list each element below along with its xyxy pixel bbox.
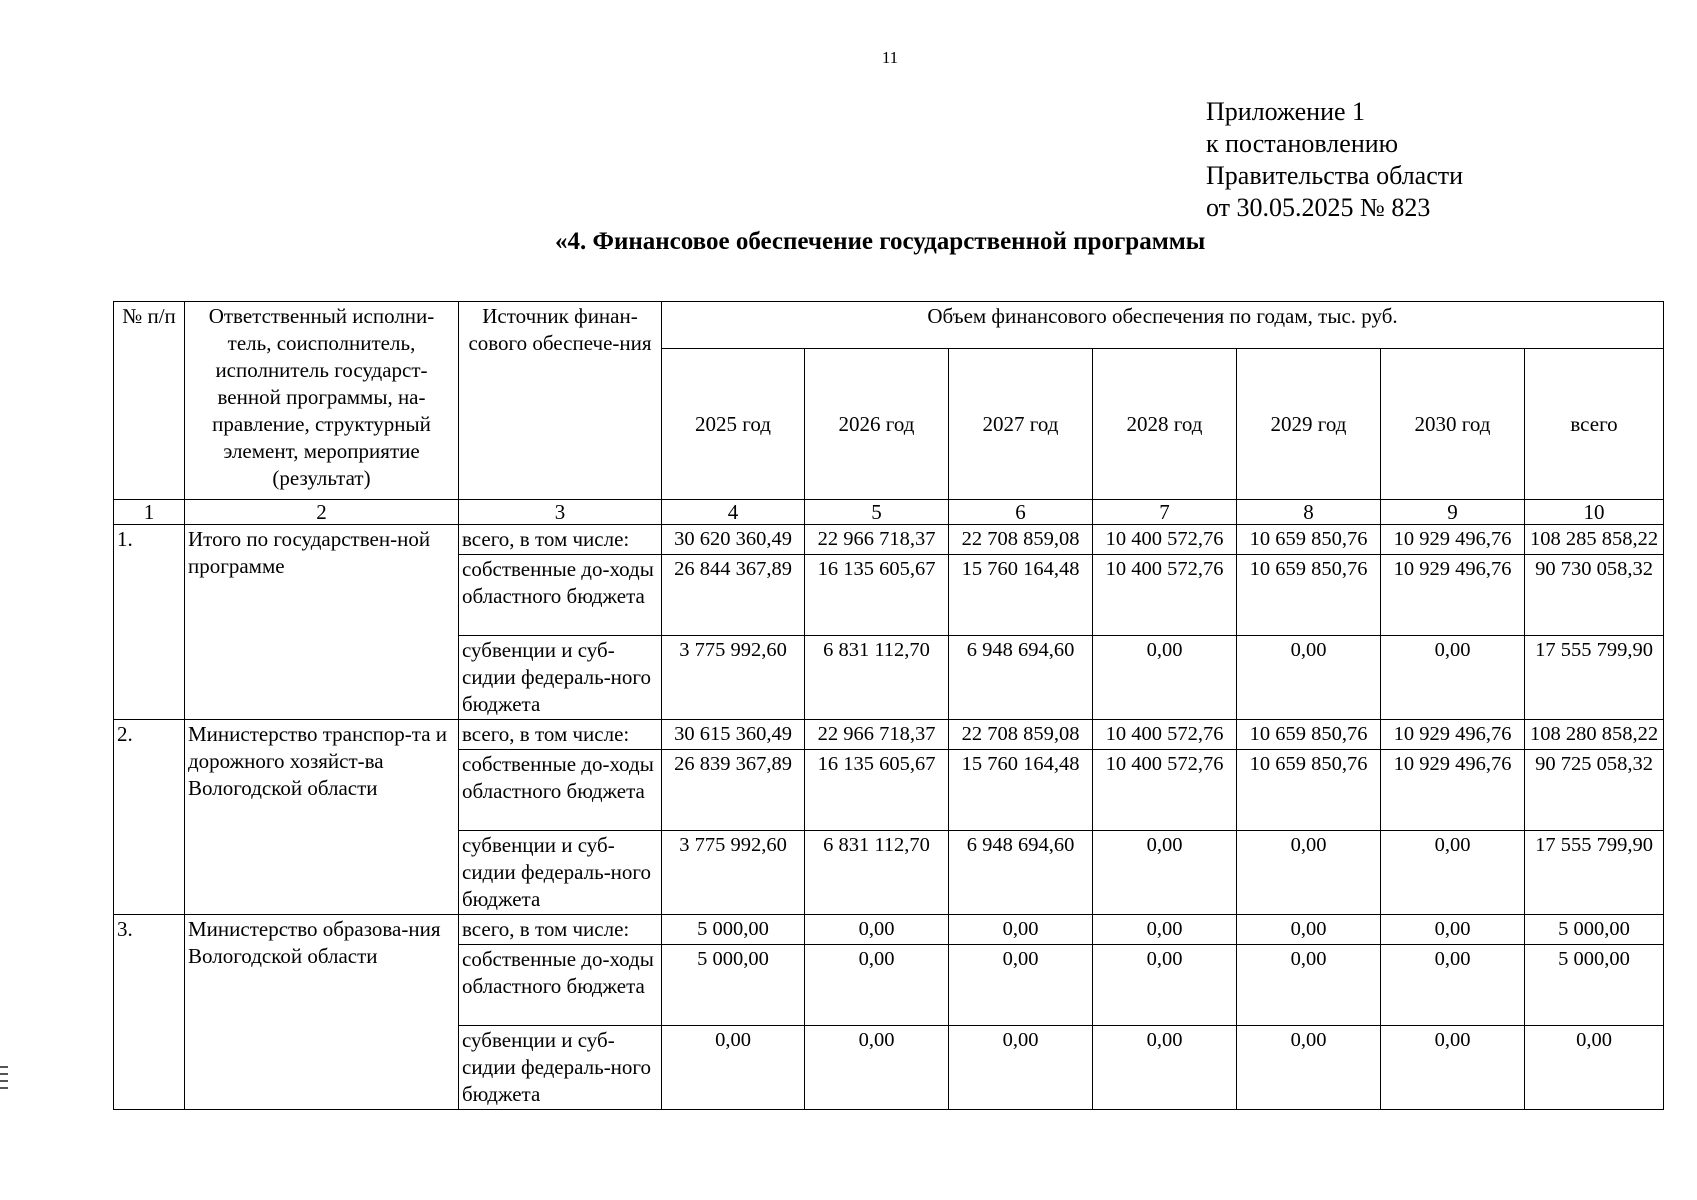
value-cell: 26 839 367,89 bbox=[662, 750, 805, 831]
value-cell: 90 730 058,32 bbox=[1525, 555, 1664, 636]
source-cell: собственные до-ходы областного бюджета bbox=[459, 945, 662, 1026]
header-year-0: 2025 год bbox=[662, 349, 805, 500]
column-number: 10 bbox=[1525, 500, 1664, 525]
source-cell: всего, в том числе: bbox=[459, 525, 662, 555]
row-number: 2. bbox=[114, 720, 185, 915]
value-cell: 16 135 605,67 bbox=[805, 750, 949, 831]
source-cell: собственные до-ходы областного бюджета bbox=[459, 555, 662, 636]
header-year-4: 2029 год bbox=[1237, 349, 1381, 500]
table-row bbox=[114, 720, 1664, 750]
value-cell: 0,00 bbox=[1237, 915, 1381, 945]
table-row bbox=[114, 915, 1664, 945]
document-title: «4. Финансовое обеспечение государственной программы bbox=[555, 228, 1206, 255]
executor-cell: Министерство транспор-та и дорожного хозяйст-ва Вологодской области bbox=[185, 720, 459, 915]
source-cell: всего, в том числе: bbox=[459, 720, 662, 750]
value-cell: 30 615 360,49 bbox=[662, 720, 805, 750]
value-cell: 0,00 bbox=[1381, 1026, 1525, 1110]
value-cell: 10 929 496,76 bbox=[1381, 555, 1525, 636]
value-cell: 10 929 496,76 bbox=[1381, 750, 1525, 831]
margin-mark bbox=[0, 1066, 8, 1094]
value-cell: 0,00 bbox=[949, 945, 1093, 1026]
value-cell: 0,00 bbox=[805, 945, 949, 1026]
value-cell: 3 775 992,60 bbox=[662, 831, 805, 915]
column-number: 6 bbox=[949, 500, 1093, 525]
value-cell: 5 000,00 bbox=[1525, 945, 1664, 1026]
header-col-source: Источник финан-сового обеспече-ния bbox=[459, 302, 662, 500]
value-cell: 0,00 bbox=[805, 915, 949, 945]
value-cell: 10 929 496,76 bbox=[1381, 720, 1525, 750]
value-cell: 0,00 bbox=[949, 1026, 1093, 1110]
value-cell: 0,00 bbox=[1381, 636, 1525, 720]
value-cell: 3 775 992,60 bbox=[662, 636, 805, 720]
appendix-line-2: к постановлению bbox=[1206, 129, 1399, 158]
appendix-line-4: от 30.05.2025 № 823 bbox=[1206, 193, 1431, 222]
value-cell: 10 400 572,76 bbox=[1093, 750, 1237, 831]
value-cell: 0,00 bbox=[1381, 945, 1525, 1026]
header-year-1: 2026 год bbox=[805, 349, 949, 500]
value-cell: 10 659 850,76 bbox=[1237, 720, 1381, 750]
appendix-line-3: Правительства области bbox=[1206, 161, 1464, 190]
value-cell: 90 725 058,32 bbox=[1525, 750, 1664, 831]
value-cell: 0,00 bbox=[1093, 831, 1237, 915]
row-number: 1. bbox=[114, 525, 185, 720]
column-number: 3 bbox=[459, 500, 662, 525]
executor-cell: Министерство образова-ния Вологодской области bbox=[185, 915, 459, 1110]
value-cell: 10 400 572,76 bbox=[1093, 555, 1237, 636]
value-cell: 30 620 360,49 bbox=[662, 525, 805, 555]
value-cell: 0,00 bbox=[949, 915, 1093, 945]
value-cell: 0,00 bbox=[1093, 636, 1237, 720]
value-cell: 10 929 496,76 bbox=[1381, 525, 1525, 555]
header-col-volume: Объем финансового обеспечения по годам, тыс. руб. bbox=[662, 302, 1664, 349]
column-number: 4 bbox=[662, 500, 805, 525]
value-cell: 10 400 572,76 bbox=[1093, 525, 1237, 555]
value-cell: 6 948 694,60 bbox=[949, 831, 1093, 915]
row-number: 3. bbox=[114, 915, 185, 1110]
value-cell: 10 400 572,76 bbox=[1093, 720, 1237, 750]
value-cell: 0,00 bbox=[1237, 945, 1381, 1026]
value-cell: 0,00 bbox=[1381, 831, 1525, 915]
value-cell: 0,00 bbox=[1237, 1026, 1381, 1110]
source-cell: субвенции и суб-сидии федераль-ного бюджета bbox=[459, 831, 662, 915]
value-cell: 0,00 bbox=[1093, 1026, 1237, 1110]
value-cell: 6 948 694,60 bbox=[949, 636, 1093, 720]
value-cell: 0,00 bbox=[662, 1026, 805, 1110]
source-cell: субвенции и суб-сидии федераль-ного бюджета bbox=[459, 636, 662, 720]
column-number: 2 bbox=[185, 500, 459, 525]
value-cell: 22 966 718,37 bbox=[805, 720, 949, 750]
value-cell: 0,00 bbox=[1237, 636, 1381, 720]
value-cell: 15 760 164,48 bbox=[949, 750, 1093, 831]
header-year-5: 2030 год bbox=[1381, 349, 1525, 500]
value-cell: 0,00 bbox=[1237, 831, 1381, 915]
value-cell: 17 555 799,90 bbox=[1525, 831, 1664, 915]
header-year-6: всего bbox=[1525, 349, 1664, 500]
value-cell: 0,00 bbox=[1381, 915, 1525, 945]
appendix-line-1: Приложение 1 bbox=[1206, 97, 1366, 126]
value-cell: 22 708 859,08 bbox=[949, 525, 1093, 555]
value-cell: 0,00 bbox=[805, 1026, 949, 1110]
header-year-3: 2028 год bbox=[1093, 349, 1237, 500]
column-number: 5 bbox=[805, 500, 949, 525]
financing-table bbox=[113, 301, 1664, 1110]
executor-cell: Итого по государствен-ной программе bbox=[185, 525, 459, 720]
column-number: 9 bbox=[1381, 500, 1525, 525]
value-cell: 6 831 112,70 bbox=[805, 636, 949, 720]
value-cell: 6 831 112,70 bbox=[805, 831, 949, 915]
page-number: 11 bbox=[881, 48, 899, 67]
value-cell: 22 708 859,08 bbox=[949, 720, 1093, 750]
header-col-executor: Ответственный исполни-тель, соисполнитель, исполнитель государст-венной программы, на-правление, структурный элемент, мероприятие (результат) bbox=[185, 302, 459, 500]
value-cell: 5 000,00 bbox=[662, 945, 805, 1026]
column-number: 8 bbox=[1237, 500, 1381, 525]
value-cell: 0,00 bbox=[1093, 945, 1237, 1026]
value-cell: 10 659 850,76 bbox=[1237, 555, 1381, 636]
source-cell: субвенции и суб-сидии федераль-ного бюджета bbox=[459, 1026, 662, 1110]
value-cell: 5 000,00 bbox=[1525, 915, 1664, 945]
value-cell: 108 285 858,22 bbox=[1525, 525, 1664, 555]
column-number: 1 bbox=[114, 500, 185, 525]
header-year-2: 2027 год bbox=[949, 349, 1093, 500]
value-cell: 17 555 799,90 bbox=[1525, 636, 1664, 720]
value-cell: 0,00 bbox=[1525, 1026, 1664, 1110]
value-cell: 15 760 164,48 bbox=[949, 555, 1093, 636]
source-cell: собственные до-ходы областного бюджета bbox=[459, 750, 662, 831]
header-col-no: № п/п bbox=[114, 302, 185, 500]
value-cell: 10 659 850,76 bbox=[1237, 750, 1381, 831]
value-cell: 5 000,00 bbox=[662, 915, 805, 945]
column-number: 7 bbox=[1093, 500, 1237, 525]
source-cell: всего, в том числе: bbox=[459, 915, 662, 945]
appendix-block bbox=[1206, 96, 1463, 224]
value-cell: 22 966 718,37 bbox=[805, 525, 949, 555]
value-cell: 26 844 367,89 bbox=[662, 555, 805, 636]
value-cell: 10 659 850,76 bbox=[1237, 525, 1381, 555]
value-cell: 16 135 605,67 bbox=[805, 555, 949, 636]
value-cell: 0,00 bbox=[1093, 915, 1237, 945]
value-cell: 108 280 858,22 bbox=[1525, 720, 1664, 750]
table-row bbox=[114, 525, 1664, 555]
